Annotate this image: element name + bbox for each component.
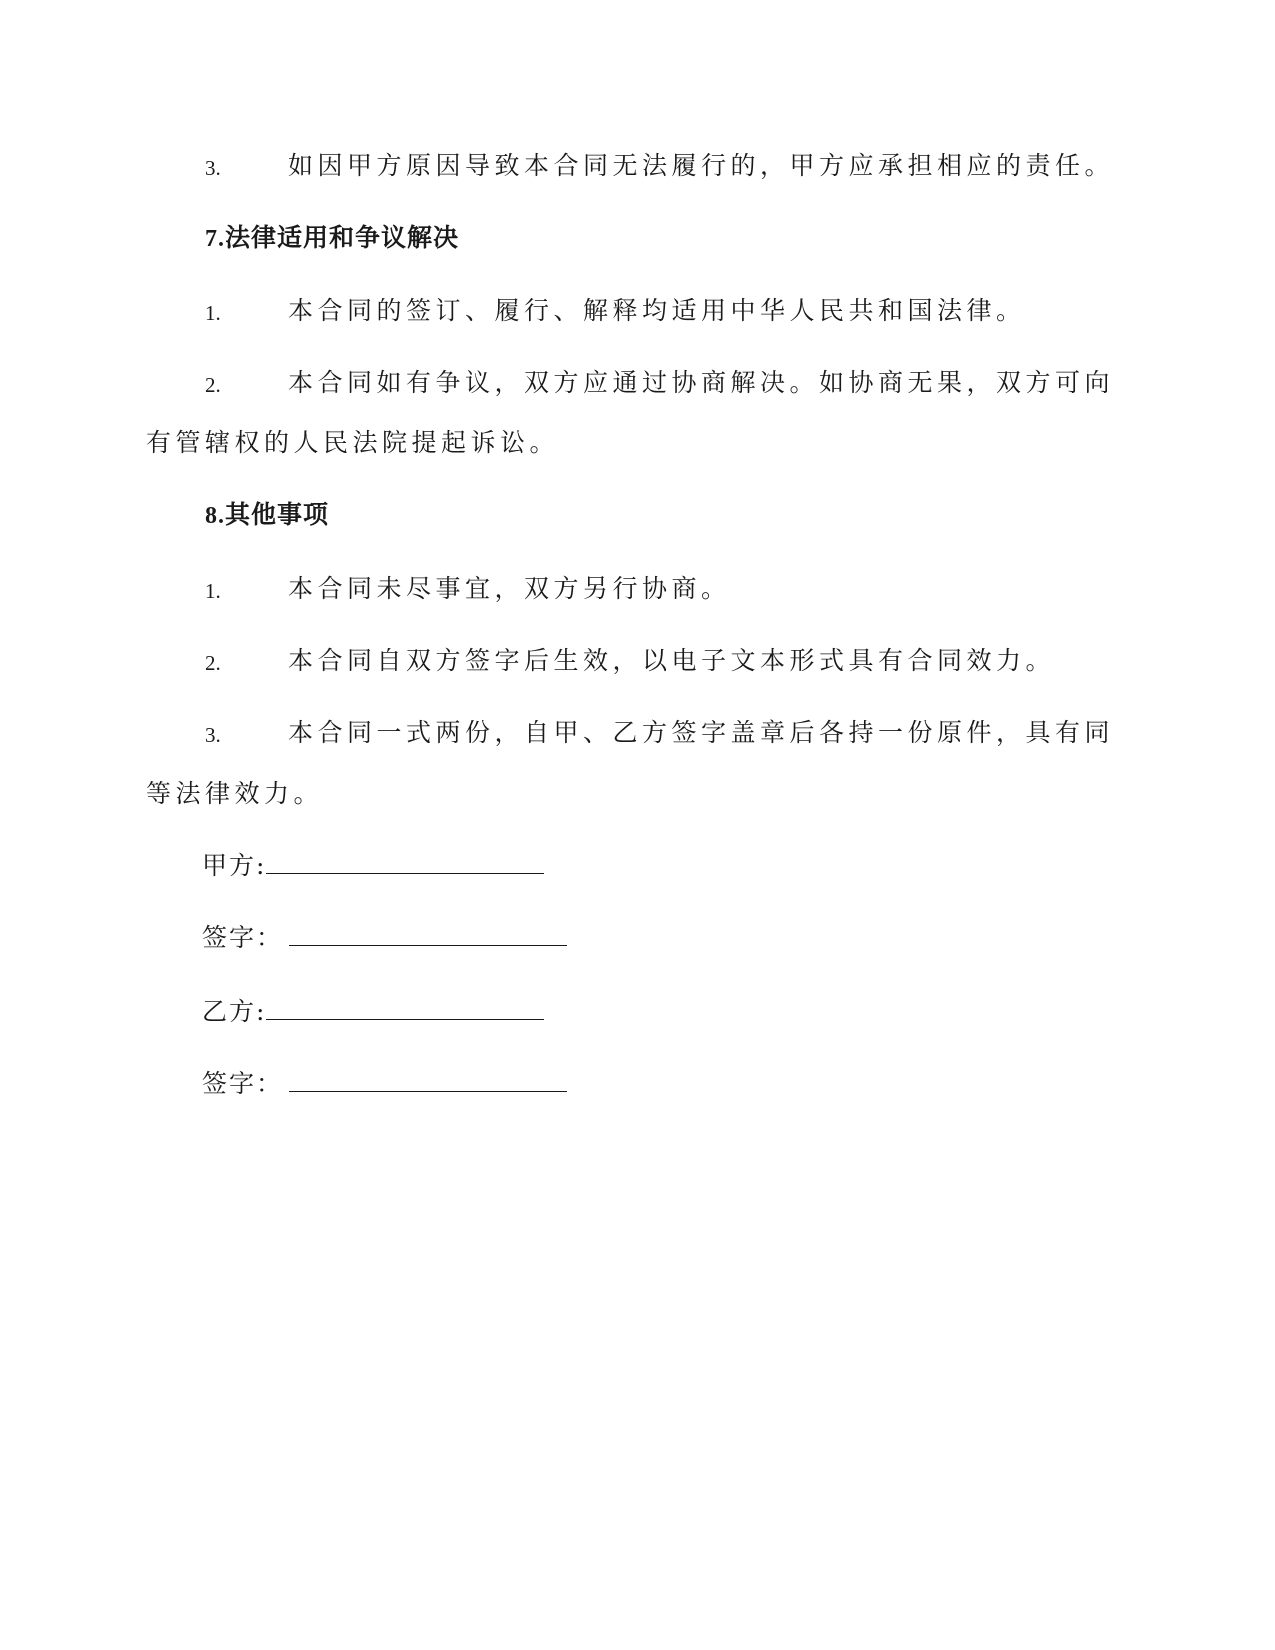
item-text: 本合同自双方签字后生效，以电子文本形式具有合同效力。 <box>288 646 1056 675</box>
party-b-line <box>202 996 544 1028</box>
heading-number: 7. <box>205 226 225 252</box>
item-number: 3. <box>205 156 221 180</box>
heading-number: 8. <box>205 503 225 529</box>
item-text: 本合同未尽事宜，双方另行协商。 <box>288 574 731 603</box>
sign-b-label: 签字： <box>202 1069 284 1098</box>
item-number: 2. <box>205 373 221 397</box>
item-continuation: 有管辖权的人民法院提起诉讼。 <box>146 428 560 457</box>
item-number: 3. <box>205 723 221 747</box>
sign-b-blank[interactable] <box>289 1069 567 1092</box>
heading-text: 其他事项 <box>225 500 330 529</box>
section-heading-7 <box>205 222 459 255</box>
item-text: 如因甲方原因导致本合同无法履行的，甲方应承担相应的责任。 <box>288 151 1115 180</box>
party-a-line <box>202 850 544 882</box>
item-number: 1. <box>205 579 221 603</box>
item-continuation: 等法律效力。 <box>146 779 324 808</box>
section-heading-8 <box>205 499 329 532</box>
sign-a-line <box>202 922 567 954</box>
party-a-label: 甲方: <box>202 851 267 880</box>
sign-a-label: 签字： <box>202 923 284 952</box>
item-text: 本合同一式两份，自甲、乙方签字盖章后各持一份原件，具有同 <box>288 718 1115 747</box>
sign-b-line <box>202 1068 567 1100</box>
party-b-label: 乙方: <box>202 997 267 1026</box>
heading-text: 法律适用和争议解决 <box>225 223 460 252</box>
item-number: 1. <box>205 301 221 325</box>
party-a-blank[interactable] <box>266 851 544 874</box>
party-b-blank[interactable] <box>266 997 544 1020</box>
item-number: 2. <box>205 651 221 675</box>
item-text: 本合同的签订、履行、解释均适用中华人民共和国法律。 <box>288 296 1026 325</box>
item-text: 本合同如有争议，双方应通过协商解决。如协商无果，双方可向 <box>288 368 1115 397</box>
sign-a-blank[interactable] <box>289 923 567 946</box>
